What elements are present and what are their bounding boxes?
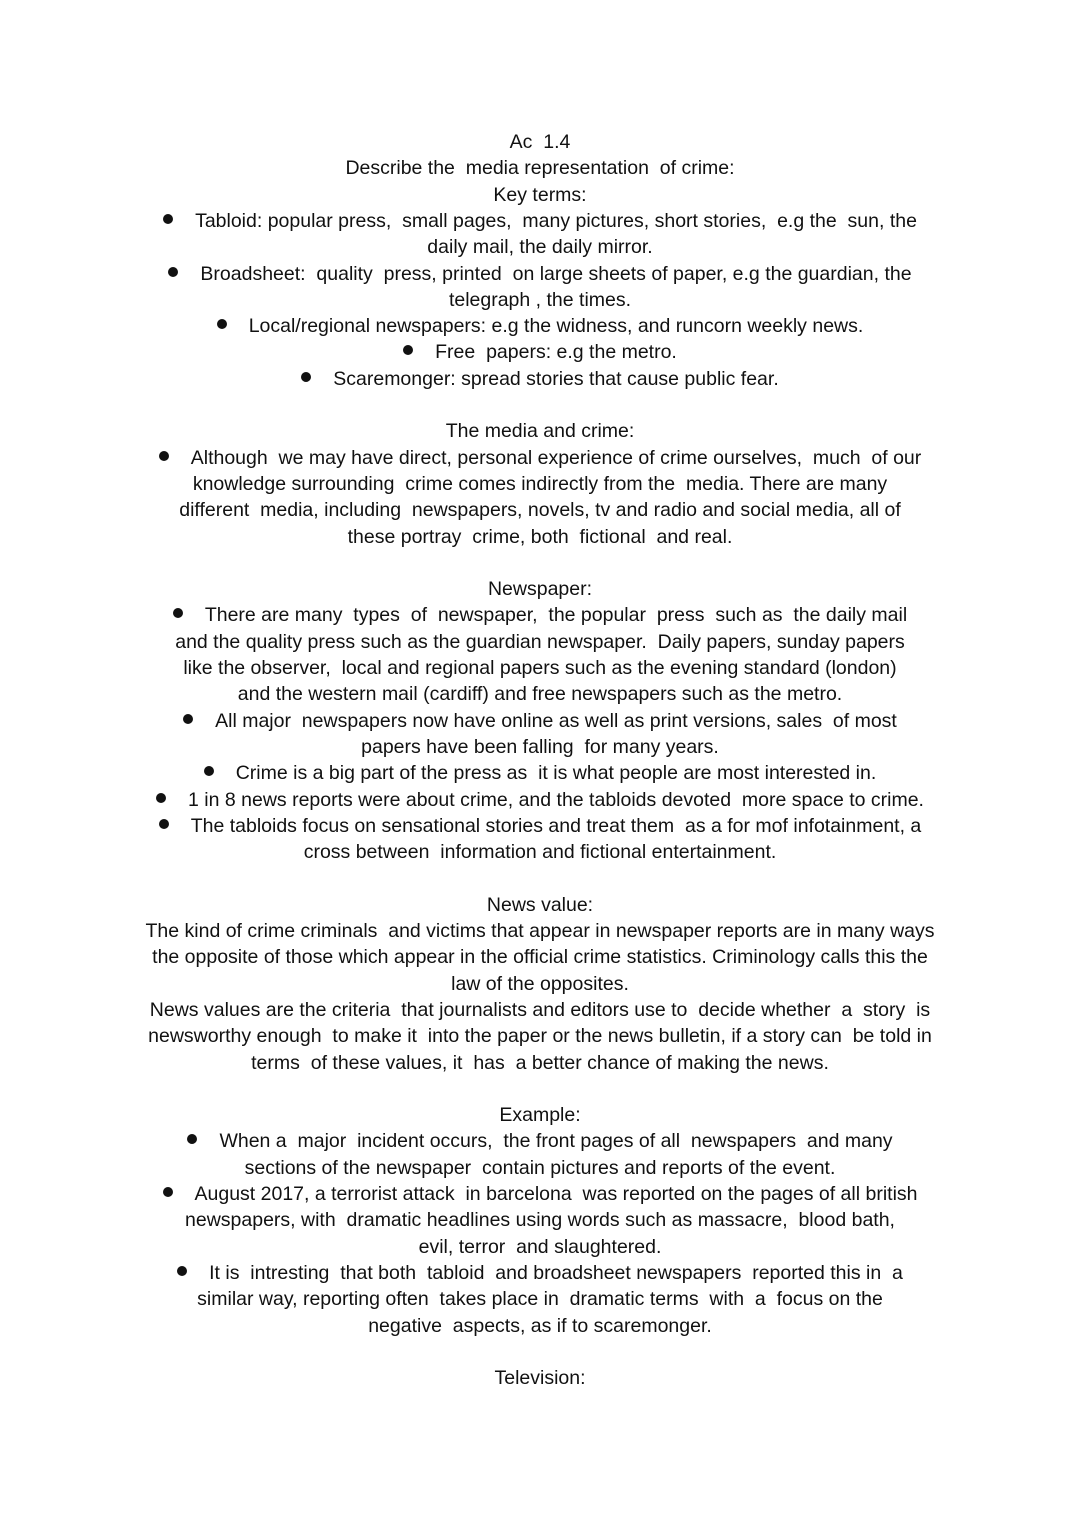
line-text: papers have been falling for many years. [361, 735, 719, 758]
section-heading [0, 1102, 1080, 1128]
line-text: The media and crime: [445, 420, 635, 443]
line-text: Example: [499, 1104, 581, 1127]
bullet-line [0, 366, 1080, 392]
line-text: different media, including newspapers, novels, tv and radio and social media, all of [179, 499, 901, 522]
bullet-icon [156, 793, 166, 803]
bullet-line [0, 524, 1080, 550]
bullet-line [0, 734, 1080, 760]
bullet-icon [204, 766, 214, 776]
bullet-line [0, 445, 1080, 471]
line-text: evil, terror and slaughtered. [418, 1235, 662, 1258]
line-text: Television: [494, 1367, 586, 1390]
bullet-line [0, 813, 1080, 839]
line-text: Local/regional newspapers: e.g the widness, and runcorn weekly news. [248, 315, 864, 338]
line-text: knowledge surrounding crime comes indirectly from the media. There are many [192, 472, 888, 495]
bullet-line [0, 1234, 1080, 1260]
bullet-line [0, 681, 1080, 707]
line-text: newspapers, with dramatic headlines using words such as massacre, blood bath, [185, 1209, 895, 1232]
paragraph-line [0, 918, 1080, 944]
line-text: Describe the media representation of crime: [345, 157, 735, 180]
bullet-line [0, 261, 1080, 287]
bullet-line [0, 1128, 1080, 1154]
section-heading [0, 182, 1080, 208]
line-text: Free papers: e.g the metro. [435, 341, 677, 364]
bullet-line [0, 655, 1080, 681]
line-text: and the western mail (cardiff) and free newspapers such as the metro. [237, 683, 843, 706]
section-heading [0, 576, 1080, 602]
bullet-icon [183, 714, 193, 724]
bullet-icon [177, 1266, 187, 1276]
bullet-icon [187, 1134, 197, 1144]
bullet-line [0, 208, 1080, 234]
paragraph-line [0, 971, 1080, 997]
line-text: newsworthy enough to make it into the paper or the news bulletin, if a story can be told in [148, 1025, 932, 1048]
paragraph-line [0, 1023, 1080, 1049]
bullet-icon [301, 372, 311, 382]
bullet-line [0, 339, 1080, 365]
bullet-line [0, 471, 1080, 497]
bullet-icon [159, 451, 169, 461]
line-text: August 2017, a terrorist attack in barcelona was reported on the pages of all british [194, 1183, 918, 1205]
bullet-icon [403, 345, 413, 355]
bullet-line [0, 287, 1080, 313]
paragraph-line [0, 944, 1080, 970]
paragraph-line [0, 997, 1080, 1023]
bullet-icon [217, 319, 227, 329]
bullet-line [0, 313, 1080, 339]
line-text: Newspaper: [487, 578, 593, 601]
bullet-line [0, 1207, 1080, 1233]
bullet-line [0, 1313, 1080, 1339]
bullet-line [0, 1260, 1080, 1286]
section-heading [0, 155, 1080, 181]
line-text: News value: [486, 893, 594, 916]
bullet-line [0, 839, 1080, 865]
line-text: similar way, reporting often takes place in dramatic terms with a focus on the [197, 1288, 883, 1311]
line-text: sections of the newspaper contain pictures and reports of the event. [244, 1156, 836, 1179]
line-text: terms of these values, it has a better chance of making the news. [251, 1051, 829, 1074]
bullet-line [0, 708, 1080, 734]
line-text: cross between information and fictional entertainment. [303, 841, 777, 864]
line-text: Ac 1.4 [509, 131, 571, 153]
line-text: Scaremonger: spread stories that cause public fear. [333, 367, 779, 390]
section-heading [0, 129, 1080, 155]
line-text: 1 in 8 news reports were about crime, and the tabloids devoted more space to crime. [188, 788, 924, 811]
bullet-icon [163, 1187, 173, 1197]
line-text: daily mail, the daily mirror. [427, 236, 653, 259]
section-heading [0, 1365, 1080, 1391]
line-text: and the quality press such as the guardian newspaper. Daily papers, sunday papers [175, 630, 905, 653]
paragraph-line [0, 1050, 1080, 1076]
bullet-icon [163, 214, 173, 224]
line-text: like the observer, local and regional papers such as the evening standard (london) [183, 657, 897, 679]
line-text: Crime is a big part of the press as it is what people are most interested in. [235, 762, 877, 785]
line-text: Although we may have direct, personal experience of crime ourselves, much of our [190, 446, 922, 469]
section-heading [0, 418, 1080, 444]
section-heading [0, 892, 1080, 918]
bullet-line [0, 1155, 1080, 1181]
line-text: The tabloids focus on sensational stories and treat them as a for mof infotainment, a [190, 814, 922, 837]
line-text: negative aspects, as if to scaremonger. [368, 1314, 712, 1337]
line-text: The kind of crime criminals and victims that appear in newspaper reports are in many ways [145, 920, 935, 942]
bullet-line [0, 602, 1080, 628]
line-text: Key terms: [493, 183, 587, 206]
line-text: When a major incident occurs, the front pages of all newspapers and many [219, 1130, 893, 1153]
bullet-icon [159, 819, 169, 829]
line-text: There are many types of newspaper, the popular press such as the daily mail [204, 604, 908, 627]
line-text: telegraph , the times. [448, 288, 632, 311]
line-text: Tabloid: popular press, small pages, many pictures, short stories, e.g the sun, the [195, 209, 917, 232]
bullet-line [0, 1181, 1080, 1207]
bullet-line [0, 234, 1080, 260]
bullet-line [0, 760, 1080, 786]
bullet-icon [168, 267, 178, 277]
line-text: All major newspapers now have online as well as print versions, sales of most [215, 709, 897, 732]
line-text: law of the opposites. [451, 972, 629, 995]
bullet-line [0, 497, 1080, 523]
line-text: News values are the criteria that journalists and editors use to decide whether a story is [149, 998, 931, 1021]
bullet-line [0, 787, 1080, 813]
bullet-line [0, 1286, 1080, 1312]
line-text: Broadsheet: quality press, printed on large sheets of paper, e.g the guardian, the [200, 262, 912, 285]
line-text: these portray crime, both fictional and real. [347, 525, 733, 548]
line-text: It is intresting that both tabloid and broadsheet newspapers reported this in a [209, 1261, 903, 1284]
bullet-icon [173, 608, 183, 618]
bullet-line [0, 629, 1080, 655]
line-text: the opposite of those which appear in the official crime statistics. Criminology calls this the [152, 946, 928, 969]
